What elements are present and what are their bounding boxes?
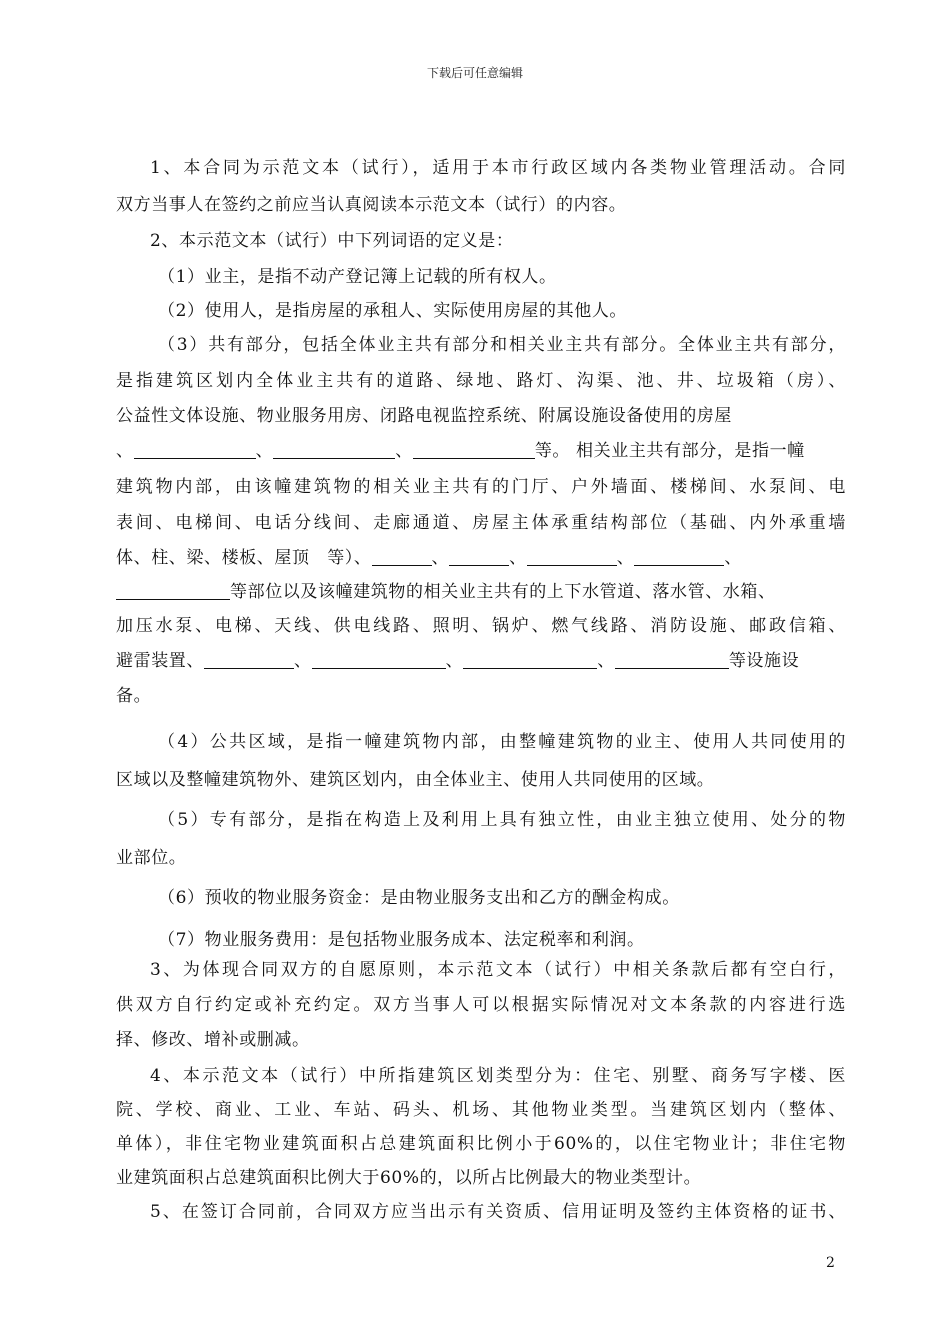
paragraph-line: （3）共有部分，包括全体业主共有部分和相关业主共有部分。全体业主共有部分，: [158, 335, 846, 355]
paragraph-line: 单体），非住宅物业建筑面积占总建筑面积比例小于60%的，以住宅物业计；非住宅物: [116, 1134, 846, 1154]
blank-field[interactable]: [449, 548, 509, 566]
paragraph-line: （1）业主，是指不动产登记簿上记载的所有权人。: [158, 267, 557, 287]
fill-in-line: 体、柱、梁、楼板、屋顶 等）、 、 、 、 、: [116, 548, 742, 568]
paragraph-line: 2、本示范文本（试行）中下列词语的定义是：: [150, 231, 514, 251]
blank-field[interactable]: [634, 548, 724, 566]
page-number: 2: [826, 1255, 835, 1271]
paragraph-line: 择、修改、增补或删减。: [116, 1030, 310, 1050]
blank-field[interactable]: [312, 651, 446, 669]
paragraph-line: 表间、电梯间、电话分线间、走廊通道、房屋主体承重结构部位（基础、内外承重墙: [116, 513, 846, 533]
blank-field[interactable]: [134, 441, 256, 459]
paragraph-line: 5、在签订合同前，合同双方应当出示有关资质、信用证明及签约主体资格的证书、: [150, 1202, 846, 1222]
paragraph-line: 建筑物内部，由该幢建筑物的相关业主共有的门厅、户外墙面、楼梯间、水泵间、电: [116, 477, 846, 497]
paragraph-line: （2）使用人，是指房屋的承租人、实际使用房屋的其他人。: [158, 301, 628, 321]
paragraph-line: 4、本示范文本（试行）中所指建筑区划类型分为：住宅、别墅、商务写字楼、医: [150, 1066, 846, 1086]
blank-field[interactable]: [372, 548, 432, 566]
paragraph-line: 院、学校、商业、工业、车站、码头、机场、其他物业类型。当建筑区划内（整体、: [116, 1100, 846, 1120]
blank-field[interactable]: [204, 651, 294, 669]
paragraph-line: 业部位。: [116, 848, 187, 868]
paragraph-line: 业建筑面积占总建筑面积比例大于60%的，以所占比例最大的物业类型计。: [116, 1168, 702, 1188]
paragraph-line: （7）物业服务费用：是包括物业服务成本、法定税率和利润。: [158, 930, 645, 950]
paragraph-line: 1、本合同为示范文本（试行），适用于本市行政区域内各类物业管理活动。合同: [150, 158, 846, 178]
paragraph-line: 备。: [116, 686, 152, 706]
blank-field[interactable]: [463, 651, 597, 669]
blank-field[interactable]: [413, 441, 535, 459]
paragraph-line: （5）专有部分，是指在构造上及利用上具有独立性，由业主独立使用、处分的物: [158, 810, 846, 830]
paragraph-line: 供双方自行约定或补充约定。双方当事人可以根据实际情况对文本条款的内容进行选: [116, 995, 846, 1015]
paragraph-line: （4）公共区域，是指一幢建筑物内部，由整幢建筑物的业主、使用人共同使用的: [158, 732, 846, 752]
page-header: 下载后可任意编辑: [426, 66, 523, 80]
fill-in-line: 、 、 、 等。 相关业主共有部分，是指一幢: [116, 441, 805, 461]
paragraph-line: 双方当事人在签约之前应当认真阅读本示范文本（试行）的内容。: [116, 195, 627, 215]
paragraph-line: 区域以及整幢建筑物外、建筑区划内，由全体业主、使用人共同使用的区域。: [116, 770, 715, 790]
blank-field[interactable]: [615, 651, 729, 669]
fill-in-line: 等部位以及该幢建筑物的相关业主共有的上下水管道、落水管、水箱、: [116, 580, 846, 604]
paragraph-line: 是指建筑区划内全体业主共有的道路、绿地、路灯、沟渠、池、井、垃圾箱（房）、: [116, 371, 846, 391]
paragraph-line: 3、为体现合同双方的自愿原则，本示范文本（试行）中相关条款后都有空白行，: [150, 960, 846, 980]
blank-field[interactable]: [273, 441, 395, 459]
blank-field[interactable]: [116, 582, 230, 600]
blank-field[interactable]: [527, 548, 617, 566]
paragraph-line: 公益性文体设施、物业服务用房、闭路电视监控系统、附属设施设备使用的房屋: [116, 406, 732, 426]
fill-in-line: 避雷装置、 、 、 、 等设施设: [116, 651, 800, 671]
paragraph-line: （6）预收的物业服务资金：是由物业服务支出和乙方的酬金构成。: [158, 888, 680, 908]
paragraph-line: 加压水泵、电梯、天线、供电线路、照明、锅炉、燃气线路、消防设施、邮政信箱、: [116, 616, 846, 636]
